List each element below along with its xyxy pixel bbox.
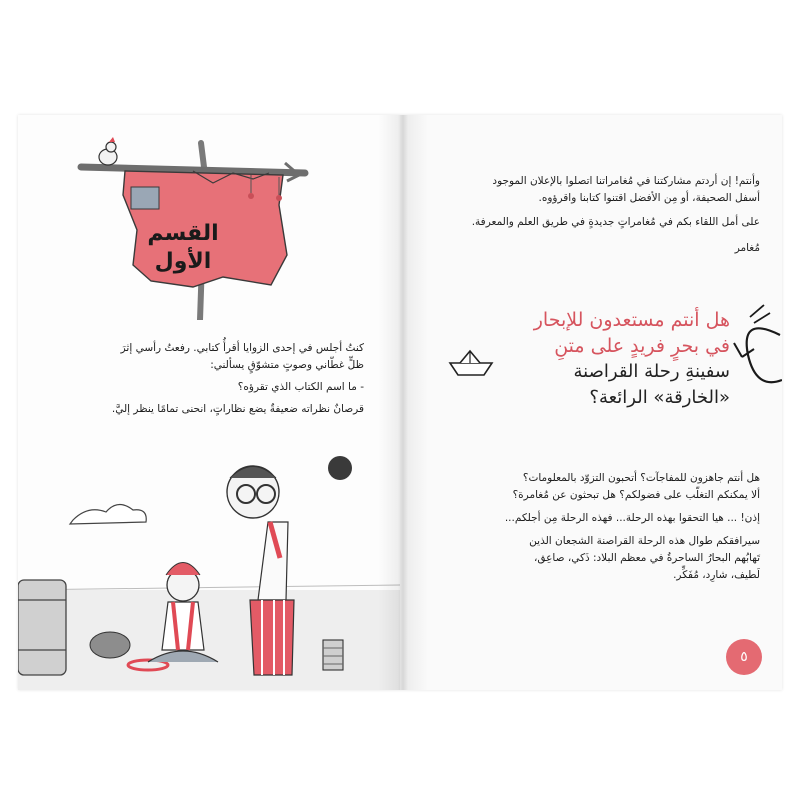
- intro-line-3: على أمل اللقاء بكم في مُغامراتٍ جديدةٍ في طريق العلم والمعرفة.: [471, 216, 760, 228]
- body-line-3: إذن! ... هيا التحقوا بهذه الرحلة... فهذه الرحلة مِن أجلكم...: [504, 512, 760, 524]
- page-number: ٥: [740, 649, 748, 665]
- headline-dark-line-1: سفينةِ رحلة القراصنة: [573, 361, 730, 382]
- body-text: [420, 470, 760, 584]
- intro-line-2: أسفل الصحيفة، أو مِن الأفضل اقتنوا كتابنا واقرؤوه.: [538, 192, 760, 204]
- swirl-arrow-icon: [730, 295, 782, 415]
- paper-boat-icon: [448, 349, 494, 379]
- pirates-illustration: [18, 450, 400, 690]
- story-line-3: - ما اسم الكتاب الذي تقرؤه؟: [237, 381, 364, 393]
- story-line-1: كنتُ أجلس في إحدى الزوايا أقرأُ كتابي. رفعتُ رأسي إثرَ: [120, 342, 364, 354]
- story-text: [42, 340, 364, 418]
- body-line-1: هل أنتم جاهزون للمفاجآت؟ أتحبون التزوّد بالمعلومات؟: [522, 472, 760, 484]
- headline-pink-line-2: في بحرٍ فريدٍ على متنِ: [554, 335, 730, 357]
- left-page: [18, 115, 400, 690]
- body-line-4: سيرافقكم طوال هذه الرحلة القراصنة الشجعان الذين: [529, 535, 760, 547]
- headline-dark-line-2: «الخارقة» الرائعة؟: [589, 387, 730, 408]
- body-line-6: لَطيف، شارِد، مُفَكِّر.: [673, 569, 760, 581]
- page-number-badge: [726, 639, 762, 675]
- right-page: [400, 115, 782, 690]
- story-line-4: قرصانٌ نظراته ضعيفةٌ يضع نظاراتٍ، انحنى تمامًا ينظر إليَّ.: [111, 403, 364, 415]
- book-spread: [18, 115, 782, 690]
- body-line-5: تَهابُهم البحارُ الساحرةُ في معظم البلاد: ذَكي، صاعِق،: [533, 552, 760, 564]
- intro-text: [420, 173, 760, 257]
- body-line-2: ألا يمكنكم التغلّب على فضولكم؟ هل تبحثون عن مُغامرة؟: [512, 489, 760, 501]
- story-line-2: ظلٍّ غطّاني وصوتٍ متشوّقٍ يسألني:: [210, 359, 364, 371]
- headline-pink-line-1: هل أنتم مستعدون للإبحار: [533, 309, 730, 331]
- intro-signature: مُغامر: [734, 242, 760, 254]
- section-title-line1: القسم: [147, 221, 219, 246]
- section-title-line2: الأول: [154, 249, 212, 274]
- intro-line-1: وأنتم! إن أردتم مشاركتنا في مُغامراتنا اتصلوا بالإعلان الموجود: [492, 175, 760, 187]
- section-title: [128, 220, 238, 276]
